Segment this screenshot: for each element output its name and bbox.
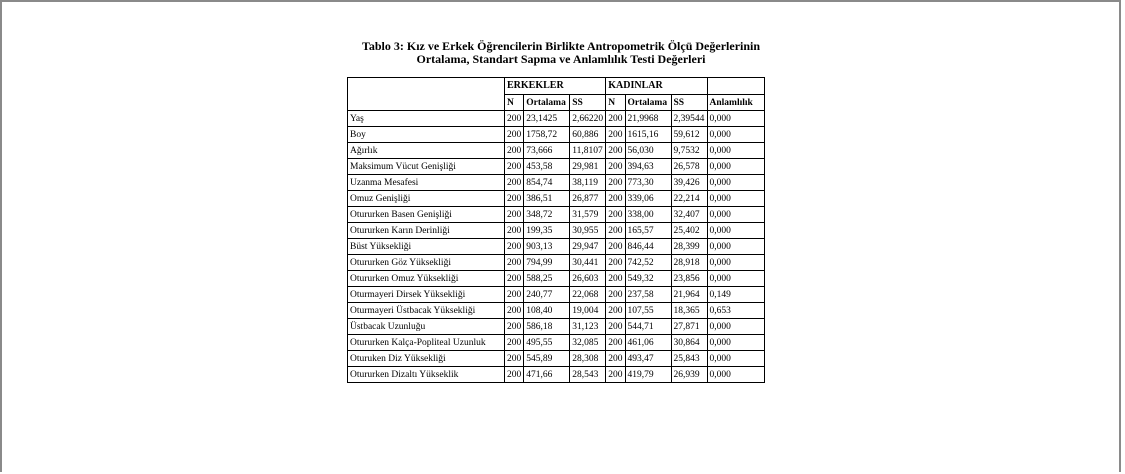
- cell-anlamlilik: 0,653: [707, 303, 764, 319]
- cell-anlamlilik: 0,000: [707, 255, 764, 271]
- cell-n-female: 200: [606, 143, 625, 159]
- cell-anlamlilik: 0,000: [707, 143, 764, 159]
- cell-ortalama-female: 846,44: [625, 239, 671, 255]
- cell-row-label: Boy: [348, 127, 505, 143]
- cell-row-label: Otururken Dizaltı Yükseklik: [348, 367, 505, 383]
- cell-ss-female: 21,964: [671, 287, 707, 303]
- cell-ss-female: 2,39544: [671, 111, 707, 127]
- cell-anlamlilik: 0,000: [707, 191, 764, 207]
- cell-anlamlilik: 0,000: [707, 367, 764, 383]
- cell-ortalama-male: 471,66: [524, 367, 570, 383]
- cell-row-label: Omuz Genişliği: [348, 191, 505, 207]
- header-n-male: N: [505, 95, 524, 111]
- cell-n-male: 200: [505, 255, 524, 271]
- table-row: [348, 207, 765, 223]
- cell-ss-male: 29,981: [570, 159, 606, 175]
- cell-ss-female: 39,426: [671, 175, 707, 191]
- cell-n-female: 200: [606, 367, 625, 383]
- cell-ortalama-female: 338,00: [625, 207, 671, 223]
- cell-ss-female: 28,399: [671, 239, 707, 255]
- cell-anlamlilik: 0,000: [707, 351, 764, 367]
- table-title-line-1: Tablo 3: Kız ve Erkek Öğrencilerin Birlikte Antropometrik Ölçü Değerlerinin: [361, 39, 761, 53]
- cell-row-label: Yaş: [348, 111, 505, 127]
- cell-n-female: 200: [606, 287, 625, 303]
- cell-n-female: 200: [606, 175, 625, 191]
- cell-anlamlilik: 0,149: [707, 287, 764, 303]
- table-body: [348, 111, 765, 383]
- cell-ss-male: 32,085: [570, 335, 606, 351]
- cell-n-female: 200: [606, 207, 625, 223]
- cell-ortalama-male: 1758,72: [524, 127, 570, 143]
- table-row: [348, 303, 765, 319]
- cell-anlamlilik: 0,000: [707, 239, 764, 255]
- cell-ortalama-female: 56,030: [625, 143, 671, 159]
- cell-anlamlilik: 0,000: [707, 319, 764, 335]
- header-ortalama-male: Ortalama: [524, 95, 570, 111]
- header-n-female: N: [606, 95, 625, 111]
- cell-ortalama-male: 586,18: [524, 319, 570, 335]
- cell-ss-female: 26,578: [671, 159, 707, 175]
- cell-n-male: 200: [505, 127, 524, 143]
- header-erkekler: ERKEKLER: [505, 78, 606, 95]
- cell-anlamlilik: 0,000: [707, 159, 764, 175]
- cell-ss-female: 23,856: [671, 271, 707, 287]
- cell-ortalama-female: 742,52: [625, 255, 671, 271]
- cell-ortalama-female: 237,58: [625, 287, 671, 303]
- cell-ortalama-male: 73,666: [524, 143, 570, 159]
- table-row: [348, 287, 765, 303]
- cell-row-label: Ağırlık: [348, 143, 505, 159]
- cell-n-female: 200: [606, 335, 625, 351]
- cell-n-male: 200: [505, 223, 524, 239]
- cell-row-label: Maksimum Vücut Genişliği: [348, 159, 505, 175]
- cell-ss-male: 28,543: [570, 367, 606, 383]
- table-row: [348, 367, 765, 383]
- table-row: [348, 127, 765, 143]
- cell-anlamlilik: 0,000: [707, 335, 764, 351]
- cell-n-male: 200: [505, 287, 524, 303]
- cell-n-male: 200: [505, 335, 524, 351]
- cell-ss-male: 31,123: [570, 319, 606, 335]
- cell-row-label: Uzanma Mesafesi: [348, 175, 505, 191]
- cell-ortalama-female: 419,79: [625, 367, 671, 383]
- table-row: [348, 111, 765, 127]
- header-empty-cell: [348, 78, 505, 111]
- cell-n-male: 200: [505, 319, 524, 335]
- cell-anlamlilik: 0,000: [707, 223, 764, 239]
- cell-ortalama-male: 495,55: [524, 335, 570, 351]
- cell-ss-male: 28,308: [570, 351, 606, 367]
- cell-ortalama-female: 21,9968: [625, 111, 671, 127]
- cell-ortalama-male: 588,25: [524, 271, 570, 287]
- cell-n-male: 200: [505, 111, 524, 127]
- table-row: [348, 143, 765, 159]
- cell-ortalama-male: 386,51: [524, 191, 570, 207]
- cell-n-female: 200: [606, 271, 625, 287]
- cell-n-female: 200: [606, 239, 625, 255]
- cell-ss-female: 28,918: [671, 255, 707, 271]
- cell-n-female: 200: [606, 255, 625, 271]
- cell-anlamlilik: 0,000: [707, 271, 764, 287]
- header-ss-female: SS: [671, 95, 707, 111]
- table-row: [348, 271, 765, 287]
- cell-ortalama-female: 165,57: [625, 223, 671, 239]
- table-row: [348, 223, 765, 239]
- cell-row-label: Otururken Karın Derinliği: [348, 223, 505, 239]
- cell-ortalama-female: 544,71: [625, 319, 671, 335]
- cell-ortalama-male: 903,13: [524, 239, 570, 255]
- cell-n-female: 200: [606, 191, 625, 207]
- cell-row-label: Oturmayeri Dirsek Yüksekliği: [348, 287, 505, 303]
- cell-ss-male: 30,441: [570, 255, 606, 271]
- cell-n-female: 200: [606, 319, 625, 335]
- cell-ortalama-male: 23,1425: [524, 111, 570, 127]
- table-row: [348, 175, 765, 191]
- cell-ortalama-female: 339,06: [625, 191, 671, 207]
- cell-ss-female: 22,214: [671, 191, 707, 207]
- cell-n-male: 200: [505, 367, 524, 383]
- cell-ortalama-female: 394,63: [625, 159, 671, 175]
- cell-row-label: Otururken Göz Yüksekliği: [348, 255, 505, 271]
- cell-ss-male: 26,603: [570, 271, 606, 287]
- cell-ss-female: 25,402: [671, 223, 707, 239]
- cell-n-female: 200: [606, 223, 625, 239]
- cell-ortalama-male: 199,35: [524, 223, 570, 239]
- cell-row-label: Oturuken Diz Yüksekliği: [348, 351, 505, 367]
- cell-ss-male: 11,8107: [570, 143, 606, 159]
- table-row: [348, 335, 765, 351]
- cell-n-female: 200: [606, 351, 625, 367]
- cell-ortalama-female: 1615,16: [625, 127, 671, 143]
- cell-ortalama-female: 549,32: [625, 271, 671, 287]
- cell-n-male: 200: [505, 271, 524, 287]
- cell-anlamlilik: 0,000: [707, 111, 764, 127]
- cell-row-label: Oturmayeri Üstbacak Yüksekliği: [348, 303, 505, 319]
- cell-row-label: Otururken Omuz Yüksekliği: [348, 271, 505, 287]
- header-kadinlar: KADINLAR: [606, 78, 707, 95]
- cell-ss-male: 31,579: [570, 207, 606, 223]
- cell-ortalama-female: 493,47: [625, 351, 671, 367]
- header-ortalama-female: Ortalama: [625, 95, 671, 111]
- cell-ss-female: 25,843: [671, 351, 707, 367]
- cell-ortalama-male: 545,89: [524, 351, 570, 367]
- table-title: [300, 40, 822, 66]
- cell-ortalama-female: 461,06: [625, 335, 671, 351]
- cell-ss-male: 19,004: [570, 303, 606, 319]
- cell-n-male: 200: [505, 175, 524, 191]
- cell-anlamlilik: 0,000: [707, 175, 764, 191]
- cell-row-label: Otururken Basen Genişliği: [348, 207, 505, 223]
- table-row: [348, 191, 765, 207]
- cell-anlamlilik: 0,000: [707, 127, 764, 143]
- cell-n-female: 200: [606, 127, 625, 143]
- cell-ss-male: 22,068: [570, 287, 606, 303]
- cell-ortalama-male: 854,74: [524, 175, 570, 191]
- cell-n-male: 200: [505, 159, 524, 175]
- cell-ss-female: 27,871: [671, 319, 707, 335]
- header-anlamlilik: Anlamlılık: [707, 95, 764, 111]
- cell-ortalama-female: 107,55: [625, 303, 671, 319]
- cell-ss-female: 30,864: [671, 335, 707, 351]
- cell-n-male: 200: [505, 303, 524, 319]
- header-empty-cell-right: [707, 78, 764, 95]
- cell-n-male: 200: [505, 239, 524, 255]
- group-header-row: [348, 78, 765, 95]
- table-title-line-2: Ortalama, Standart Sapma ve Anlamlılık Testi Değerleri: [416, 52, 706, 66]
- cell-anlamlilik: 0,000: [707, 207, 764, 223]
- cell-n-female: 200: [606, 111, 625, 127]
- cell-row-label: Otururken Kalça-Popliteal Uzunluk: [348, 335, 505, 351]
- table-row: [348, 351, 765, 367]
- cell-n-male: 200: [505, 207, 524, 223]
- cell-ss-male: 26,877: [570, 191, 606, 207]
- cell-ss-male: 60,886: [570, 127, 606, 143]
- table-row: [348, 255, 765, 271]
- cell-ss-male: 29,947: [570, 239, 606, 255]
- cell-ss-female: 9,7532: [671, 143, 707, 159]
- cell-ortalama-male: 240,77: [524, 287, 570, 303]
- cell-row-label: Üstbacak Uzunluğu: [348, 319, 505, 335]
- cell-ortalama-female: 773,30: [625, 175, 671, 191]
- cell-ss-female: 26,939: [671, 367, 707, 383]
- cell-ortalama-male: 453,58: [524, 159, 570, 175]
- cell-ortalama-male: 794,99: [524, 255, 570, 271]
- cell-ss-male: 38,119: [570, 175, 606, 191]
- cell-n-male: 200: [505, 351, 524, 367]
- cell-n-male: 200: [505, 191, 524, 207]
- cell-n-female: 200: [606, 303, 625, 319]
- cell-ortalama-male: 348,72: [524, 207, 570, 223]
- cell-ortalama-male: 108,40: [524, 303, 570, 319]
- cell-n-female: 200: [606, 159, 625, 175]
- header-ss-male: SS: [570, 95, 606, 111]
- cell-ss-male: 30,955: [570, 223, 606, 239]
- anthropometric-table: [347, 77, 765, 383]
- table-row: [348, 159, 765, 175]
- cell-n-male: 200: [505, 143, 524, 159]
- table-row: [348, 319, 765, 335]
- cell-row-label: Büst Yüksekliği: [348, 239, 505, 255]
- cell-ss-female: 59,612: [671, 127, 707, 143]
- cell-ss-male: 2,66220: [570, 111, 606, 127]
- cell-ss-female: 18,365: [671, 303, 707, 319]
- table-row: [348, 239, 765, 255]
- cell-ss-female: 32,407: [671, 207, 707, 223]
